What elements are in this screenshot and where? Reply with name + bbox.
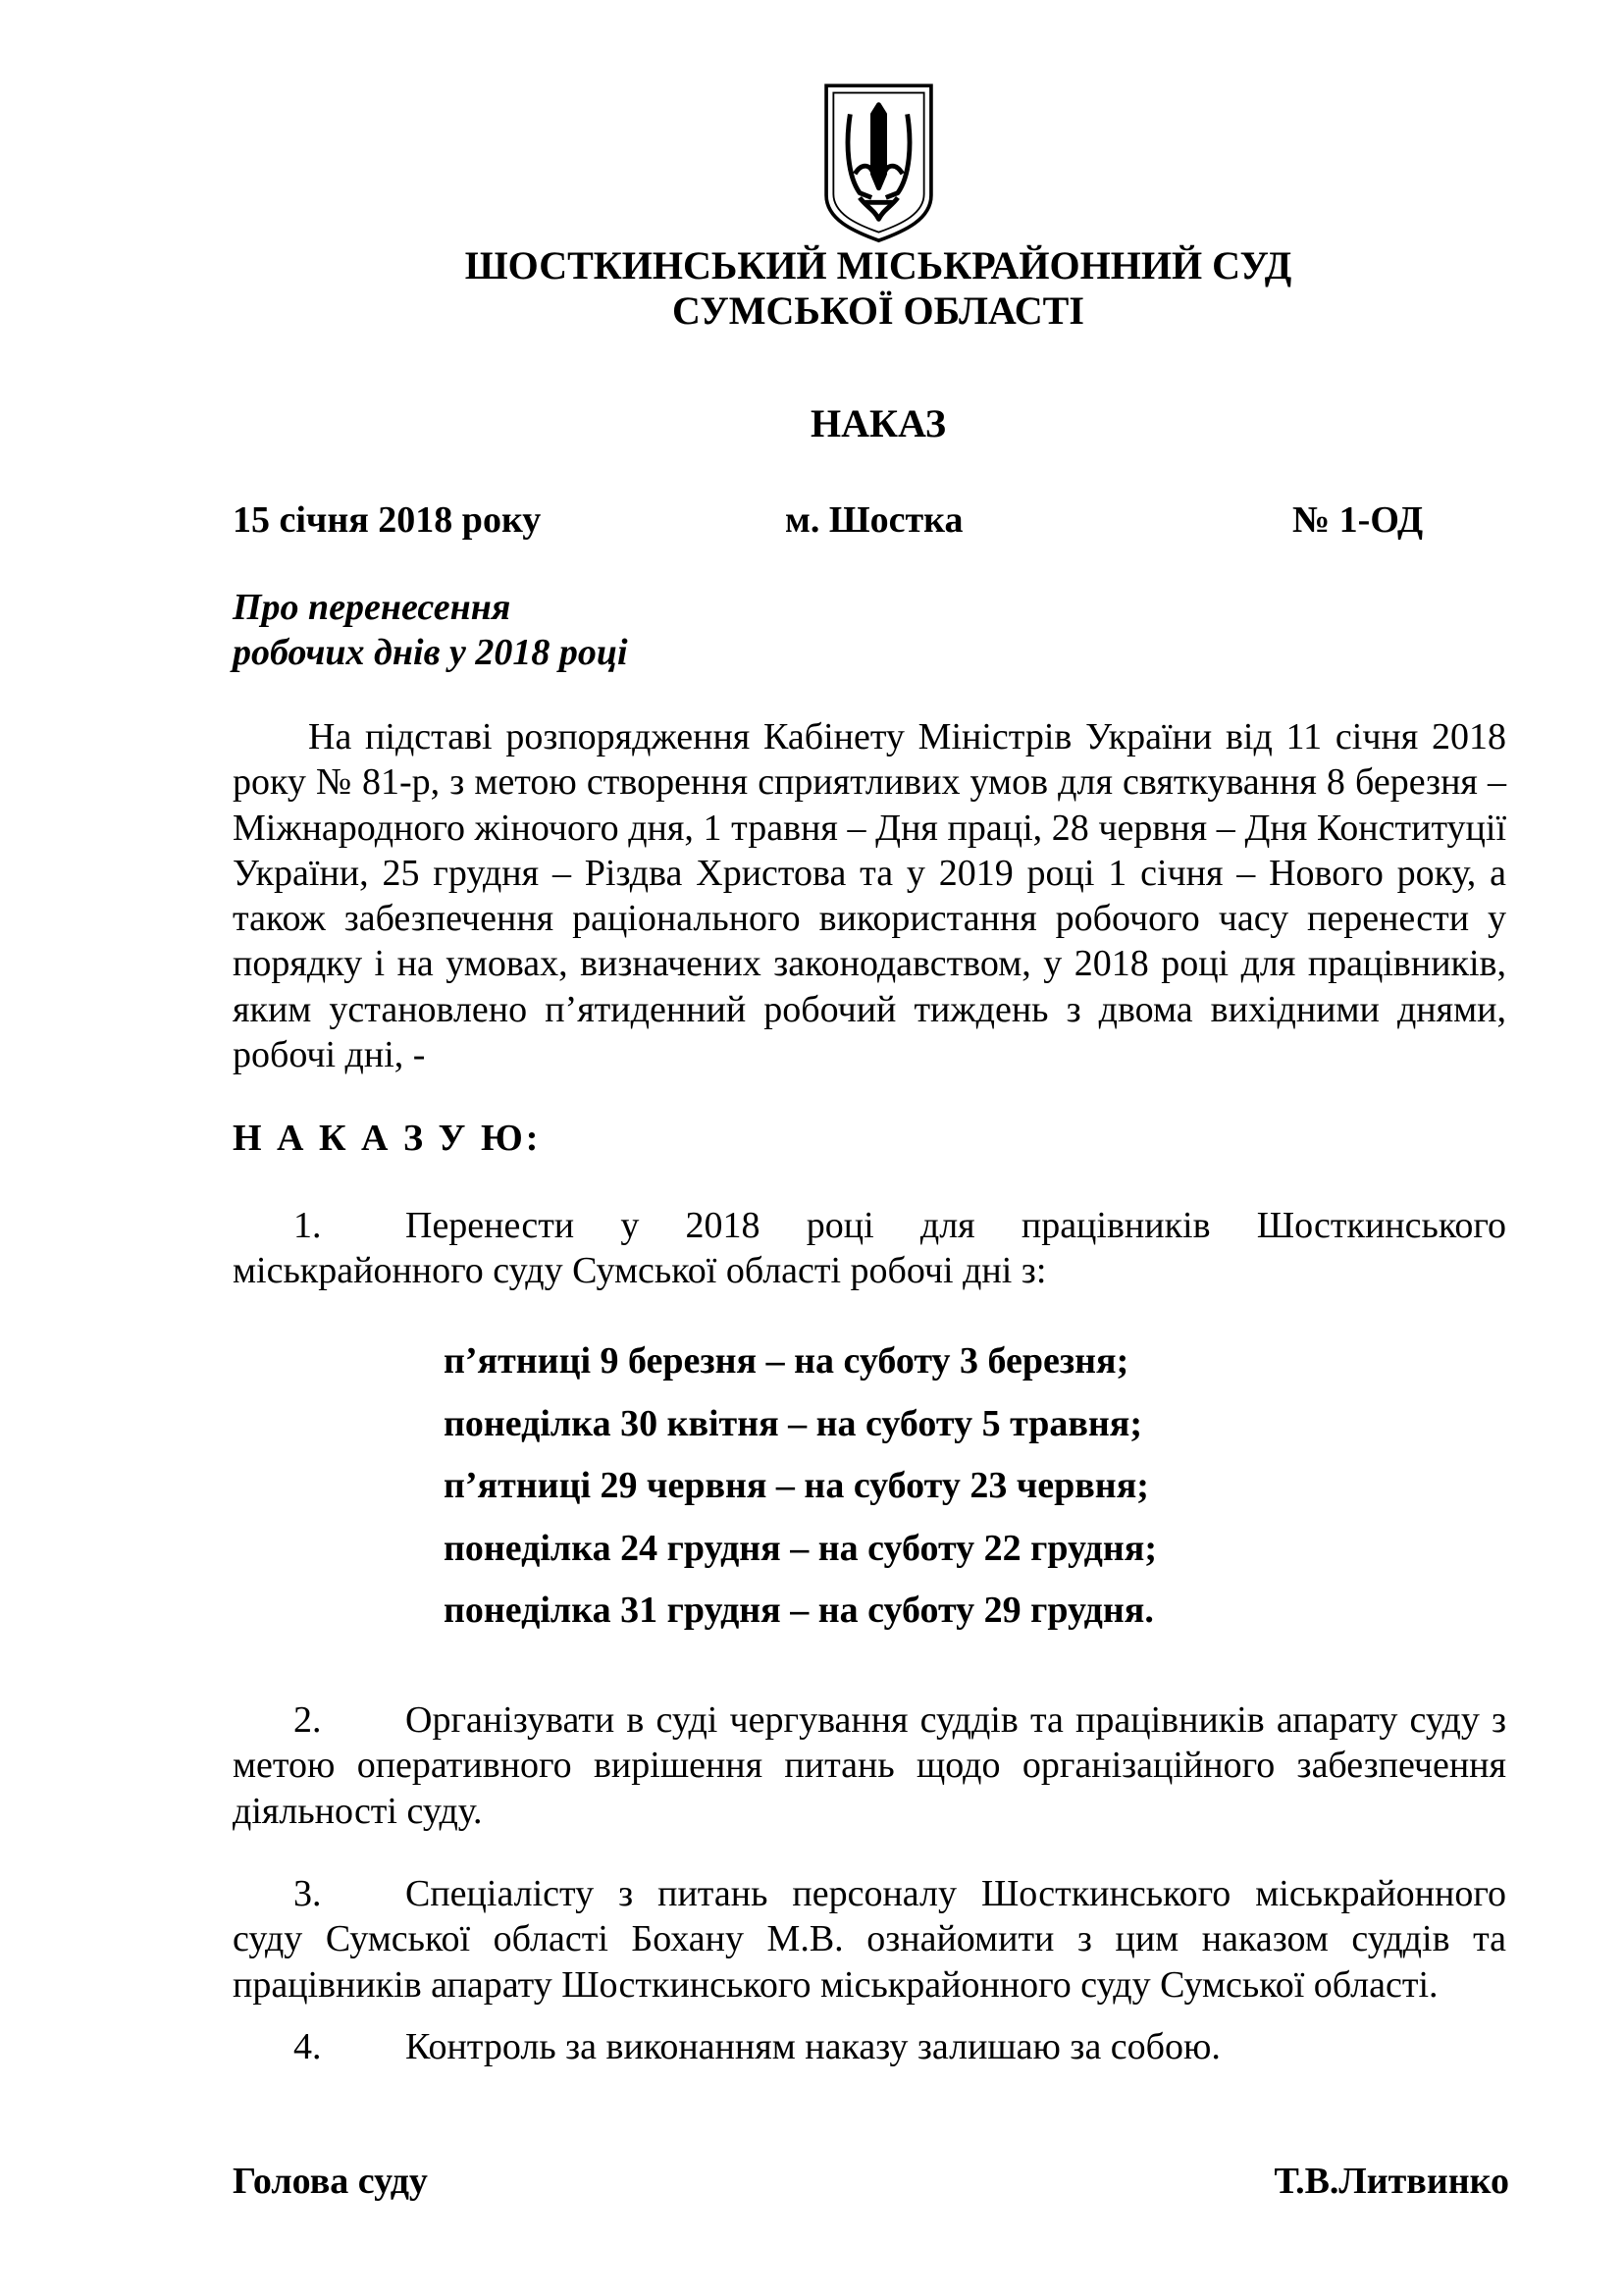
transfer-list bbox=[444, 1331, 1157, 1643]
order-date: 15 січня 2018 року bbox=[233, 499, 542, 541]
transfer-item: понеділка 24 грудня – на суботу 22 грудня; bbox=[444, 1527, 1157, 1569]
document-type-title: НАКАЗ bbox=[810, 401, 946, 445]
transfer-item: п’ятниці 29 червня – на суботу 23 червня; bbox=[444, 1465, 1149, 1506]
court-name bbox=[0, 243, 1624, 334]
order-item-number: 3. bbox=[293, 1873, 322, 1914]
court-name-line2: СУМСЬКОЇ ОБЛАСТІ bbox=[672, 288, 1084, 333]
order-subject-line2: робочих днів у 2018 році bbox=[233, 632, 628, 673]
order-item-text: Спеціалісту з питань персоналу Шосткинського міськрайонного суду Сумської області Бохану М.В. ознайомити з цим наказом суддів та працівників апарату Шосткинського міськрайонного суду Сумської області. bbox=[233, 1873, 1506, 2006]
order-item-text: Контроль за виконанням наказу залишаю за собою. bbox=[405, 2026, 1221, 2067]
order-subject bbox=[233, 585, 628, 675]
order-item-1 bbox=[233, 1203, 1506, 1294]
court-name-line1: ШОСТКИНСЬКИЙ МІСЬКРАЙОННИЙ СУД bbox=[464, 243, 1292, 287]
transfer-item: понеділка 31 грудня – на суботу 29 грудня. bbox=[444, 1590, 1154, 1631]
order-item-text: Організувати в суді чергування суддів та працівників апарату суду з метою оперативного вирішення питань щодо організаційного забезпечення діяльності суду. bbox=[233, 1699, 1506, 1832]
order-subject-line1: Про перенесення bbox=[233, 587, 511, 628]
signatory-name: Т.В.Литвинко bbox=[1274, 2161, 1509, 2202]
order-item-2 bbox=[233, 1697, 1506, 1834]
tryzub-coat-of-arms-icon bbox=[818, 78, 939, 245]
order-city: м. Шостка bbox=[785, 499, 964, 541]
order-item-number: 2. bbox=[293, 1699, 322, 1741]
order-item-4 bbox=[233, 2024, 1506, 2069]
transfer-item: понеділка 30 квітня – на суботу 5 травня; bbox=[444, 1402, 1142, 1444]
order-item-3 bbox=[233, 1871, 1506, 2008]
order-item-number: 1. bbox=[293, 1205, 322, 1246]
transfer-item: п’ятниці 9 березня – на суботу 3 березня; bbox=[444, 1340, 1129, 1382]
order-item-number: 4. bbox=[293, 2026, 322, 2067]
signatory-position: Голова суду bbox=[233, 2161, 428, 2202]
preamble-paragraph: На підставі розпорядження Кабінету Міністрів України від 11 січня 2018 року № 81-р, з метою створення сприятливих умов для святкування 8 березня – Міжнародного жіночого дня, 1 травня – Дня праці, 28 червня – Дня Конституції України, 25 грудня – Різдва Христова та у 2019 році 1 січня – Нового року, а також забезпечення раціонального використання робочого часу перенести у порядку і на умовах, визначених законодавством, у 2018 році для працівників, яким установлено п’ятиденний робочий тиждень з двома вихідними днями, робочі дні, - bbox=[233, 716, 1506, 1076]
orders-heading: Н А К А З У Ю: bbox=[233, 1118, 542, 1159]
order-item-text: Перенести у 2018 році для працівників Шосткинського міськрайонного суду Сумської області робочі дні з: bbox=[233, 1205, 1506, 1292]
order-number: № 1-ОД bbox=[1292, 499, 1424, 541]
